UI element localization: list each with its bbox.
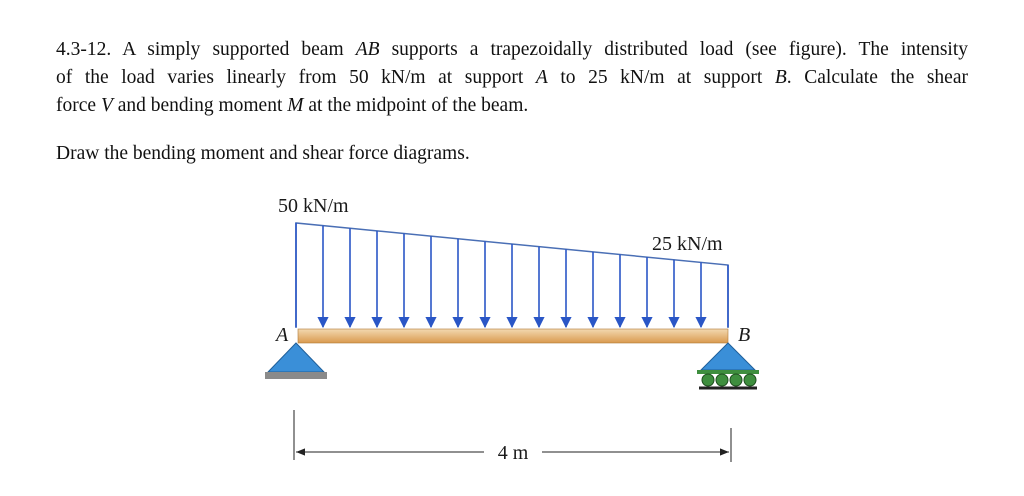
load-left-label: 50 kN/m	[278, 195, 349, 217]
problem-text: and bending moment	[112, 95, 288, 116]
load-right-label: 25 kN/m	[652, 233, 723, 255]
support-a-label: A	[276, 324, 289, 346]
support-a-base	[265, 372, 327, 379]
support-a-ref: A	[535, 67, 548, 88]
problem-text: A simply supported beam	[122, 39, 356, 60]
shear-symbol: V	[100, 95, 113, 116]
pin-support-a	[265, 343, 327, 379]
roller-support-b	[697, 343, 759, 388]
problem-text: supports a trapezoidally distributed load (see figure). The intensity	[379, 39, 968, 60]
problem-text: of the load varies linearly from 50 kN/m at support	[56, 67, 536, 88]
problem-text: at the midpoint of the beam.	[303, 95, 529, 116]
span-label: 4 m	[497, 442, 529, 464]
beam	[298, 329, 728, 343]
support-b-ref: B	[774, 67, 787, 88]
problem-number: 4.3-12.	[56, 39, 112, 60]
beam-name: AB	[355, 39, 380, 60]
problem-text: to 25 kN/m at support	[547, 67, 775, 88]
problem-text: force	[56, 95, 101, 116]
support-b-label: B	[738, 324, 751, 346]
problem-text: . Calculate the shear	[786, 67, 968, 88]
instruction-text: Draw the bending moment and shear force diagrams.	[56, 143, 470, 164]
moment-symbol: M	[287, 95, 304, 116]
